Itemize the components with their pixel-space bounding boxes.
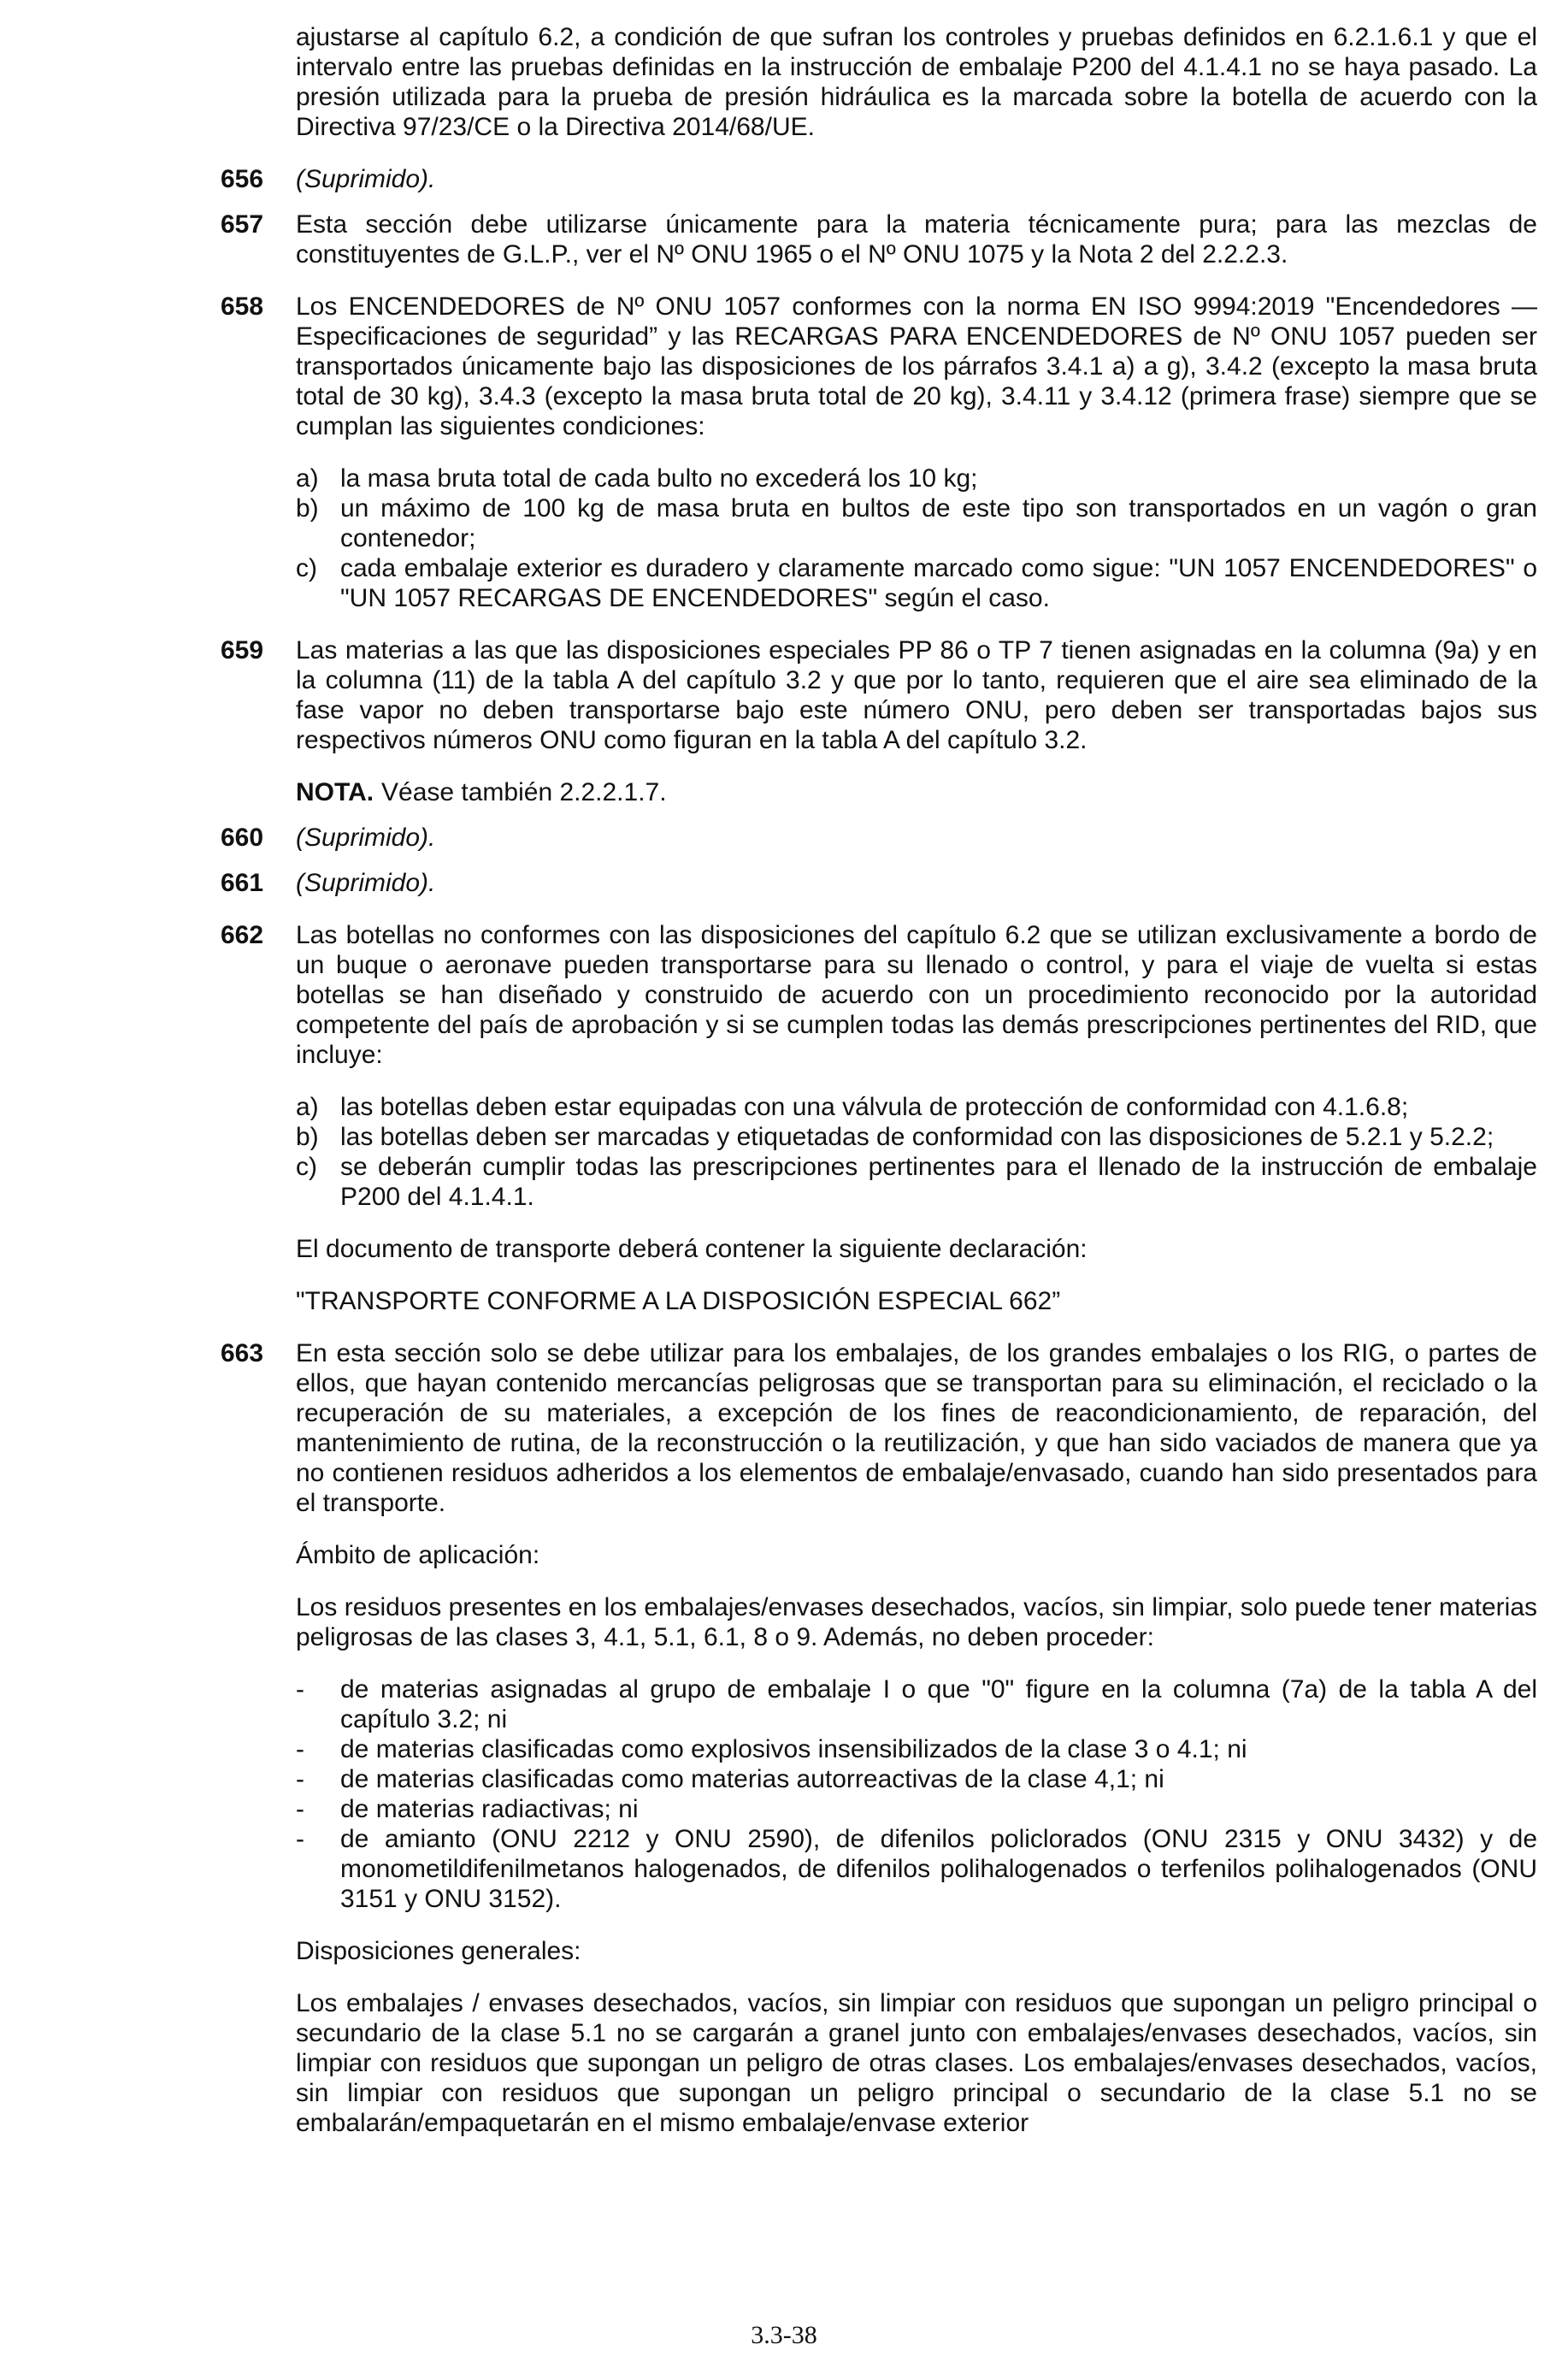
provision-number: 661 bbox=[221, 869, 264, 897]
provision-662 bbox=[221, 920, 1537, 1316]
list-item-text: las botellas deben ser marcadas y etiquetadas de conformidad con las disposiciones de 5.2.1 y 5.2.2; bbox=[340, 1123, 1494, 1151]
list-marker: b) bbox=[296, 494, 319, 523]
provision-text: En esta sección solo se debe utilizar para los embalajes, de los grandes embalajes o los RIG, o partes de ellos, que hayan contenido mercancías peligrosas que se transportan para su eliminación, el reciclado o la recuperación de su materiales, a excepción de los fines de reacondicionamiento, de reparación, del mantenimiento de rutina, de la reconstrucción o la reutilización, y que han sido vaciados de manera que ya no contienen residuos adheridos a los elementos de embalaje/envasado, cuando han sido presentados para el transporte. bbox=[296, 1339, 1537, 1517]
list-marker: b) bbox=[296, 1123, 319, 1151]
list-marker: - bbox=[296, 1675, 304, 1704]
provision-number: 656 bbox=[221, 165, 264, 193]
note bbox=[296, 777, 1537, 807]
list-item bbox=[296, 1794, 1537, 1824]
document-body bbox=[221, 22, 1537, 2160]
list-marker: - bbox=[296, 1735, 304, 1763]
list-item-text: de amianto (ONU 2212 y ONU 2590), de difenilos policlorados (ONU 2315 y ONU 3432) y de monometildifenilmetanos halogenados, de difenilos polihalogenados o terfenilos polihalogenados (ONU 3151 y ONU 3152). bbox=[340, 1825, 1537, 1913]
provision-658 bbox=[221, 292, 1537, 613]
provision-656 bbox=[221, 164, 1537, 194]
page-number: 3.3-38 bbox=[751, 2321, 817, 2349]
list-marker: - bbox=[296, 1795, 304, 1823]
list-item bbox=[296, 1734, 1537, 1764]
list-item-text: la masa bruta total de cada bulto no excederá los 10 kg; bbox=[340, 464, 978, 493]
list-item-text: de materias asignadas al grupo de embalaje I o que "0" figure en la columna (7a) de la tabla A del capítulo 3.2; ni bbox=[340, 1675, 1537, 1733]
provision-text: (Suprimido). bbox=[296, 869, 436, 897]
provision-663 bbox=[221, 1338, 1537, 2138]
list-marker: c) bbox=[296, 1153, 317, 1181]
provision-text: Esta sección debe utilizarse únicamente para la materia técnicamente pura; para las mezclas de constituyentes de G.L.P., ver el Nº ONU 1965 o el Nº ONU 1075 y la Nota 2 del 2.2.2.3. bbox=[296, 210, 1537, 269]
scope-heading: Ámbito de aplicación: bbox=[296, 1541, 540, 1569]
list-marker: - bbox=[296, 1765, 304, 1793]
note-text: Véase también 2.2.2.1.7. bbox=[381, 778, 667, 806]
declaration-intro: El documento de transporte deberá contener la siguiente declaración: bbox=[296, 1235, 1088, 1263]
intro-paragraph: ajustarse al capítulo 6.2, a condición de que sufran los controles y pruebas definidos en 6.2.1.6.1 y que el intervalo entre las pruebas definidas en la instrucción de embalaje P200 del 4.1.4.1 no se haya pasado. La presión utilizada para la prueba de presión hidráulica es la marcada sobre la botella de acuerdo con la Directiva 97/23/CE o la Directiva 2014/68/UE. bbox=[296, 23, 1537, 141]
provision-text: Las materias a las que las disposiciones especiales PP 86 o TP 7 tienen asignadas en la columna (9a) y en la columna (11) de la tabla A del capítulo 3.2 y que por lo tanto, requieren que el aire sea eliminado de la fase vapor no deben transportarse bajo este número ONU, pero deben ser transportadas bajos sus respectivos números ONU como figuran en la tabla A del capítulo 3.2. bbox=[296, 636, 1537, 754]
provision-number: 660 bbox=[221, 824, 264, 852]
list-item bbox=[296, 1152, 1537, 1212]
provision-number: 663 bbox=[221, 1339, 264, 1367]
list-item bbox=[296, 1122, 1537, 1152]
list-item-text: de materias clasificadas como explosivos insensibilizados de la clase 3 o 4.1; ni bbox=[340, 1735, 1247, 1763]
provision-text: (Suprimido). bbox=[296, 824, 436, 852]
provision-text: Las botellas no conformes con las disposiciones del capítulo 6.2 que se utilizan exclusivamente a bordo de un buque o aeronave pueden transportarse para su llenado o control, y para el viaje de vuelta si estas botellas se han diseñado y construido de acuerdo con un procedimiento reconocido por la autoridad competente del país de aprobación y si se cumplen todas las demás prescripciones pertinentes del RID, que incluye: bbox=[296, 921, 1537, 1069]
provision-text: (Suprimido). bbox=[296, 165, 436, 193]
provision-659 bbox=[221, 635, 1537, 807]
provision-text: Los ENCENDEDORES de Nº ONU 1057 conformes con la norma EN ISO 9994:2019 "Encendedores — Especificaciones de seguridad” y las RECARGAS PARA ENCENDEDORES de Nº ONU 1057 pueden ser transportados únicamente bajo las disposiciones de los párrafos 3.4.1 a) a g), 3.4.2 (excepto la masa bruta total de 30 kg), 3.4.3 (excepto la masa bruta total de 20 kg), 3.4.11 y 3.4.12 (primera frase) siempre que se cumplan las siguientes condiciones: bbox=[296, 292, 1537, 440]
list-item bbox=[296, 493, 1537, 553]
provision-660 bbox=[221, 823, 1537, 853]
list-marker: a) bbox=[296, 464, 319, 493]
note-label: NOTA. bbox=[296, 778, 374, 806]
declaration-text: "TRANSPORTE CONFORME A LA DISPOSICIÓN ESPECIAL 662” bbox=[296, 1287, 1061, 1315]
list-item bbox=[296, 1674, 1537, 1734]
provision-number: 658 bbox=[221, 292, 264, 321]
list-item bbox=[296, 1092, 1537, 1122]
list-marker: a) bbox=[296, 1093, 319, 1121]
list-item-text: las botellas deben estar equipadas con una válvula de protección de conformidad con 4.1.6.8; bbox=[340, 1093, 1409, 1121]
provision-number: 657 bbox=[221, 210, 264, 239]
list-item-text: de materias radiactivas; ni bbox=[340, 1795, 639, 1823]
provision-number: 659 bbox=[221, 636, 264, 664]
list-item-text: se deberán cumplir todas las prescripciones pertinentes para el llenado de la instrucción de embalaje P200 del 4.1.4.1. bbox=[340, 1153, 1537, 1211]
list-marker: c) bbox=[296, 554, 317, 582]
scope-text: Los residuos presentes en los embalajes/envases desechados, vacíos, sin limpiar, solo puede tener materias peligrosas de las clases 3, 4.1, 5.1, 6.1, 8 o 9. Además, no deben proceder: bbox=[296, 1593, 1537, 1651]
list-item bbox=[296, 1764, 1537, 1794]
provision-657 bbox=[221, 210, 1537, 269]
list-item bbox=[296, 464, 1537, 493]
requirement-list bbox=[296, 1092, 1537, 1212]
general-heading: Disposiciones generales: bbox=[296, 1937, 581, 1965]
provision-number: 662 bbox=[221, 921, 264, 949]
list-item-text: cada embalaje exterior es duradero y claramente marcado como sigue: "UN 1057 ENCENDEDORES" o "UN 1057 RECARGAS DE ENCENDEDORES" según el caso. bbox=[340, 554, 1537, 612]
general-text: Los embalajes / envases desechados, vacíos, sin limpiar con residuos que supongan un peligro principal o secundario de la clase 5.1 no se cargarán a granel junto con embalajes/envases desechados, vacíos, sin limpiar con residuos que supongan un peligro de otras clases. Los embalajes/envases desechados, vacíos, sin limpiar con residuos que supongan un peligro principal o secundario de la clase 5.1 no se embalarán/empaquetarán en el mismo embalaje/envase exterior bbox=[296, 1989, 1537, 2137]
provision-661 bbox=[221, 868, 1537, 898]
list-marker: - bbox=[296, 1825, 304, 1853]
list-item bbox=[296, 1824, 1537, 1914]
list-item bbox=[296, 553, 1537, 613]
condition-list bbox=[296, 464, 1537, 613]
list-item-text: un máximo de 100 kg de masa bruta en bultos de este tipo son transportados en un vagón o gran contenedor; bbox=[340, 494, 1537, 552]
list-item-text: de materias clasificadas como materias autorreactivas de la clase 4,1; ni bbox=[340, 1765, 1164, 1793]
exclusion-list bbox=[296, 1674, 1537, 1914]
